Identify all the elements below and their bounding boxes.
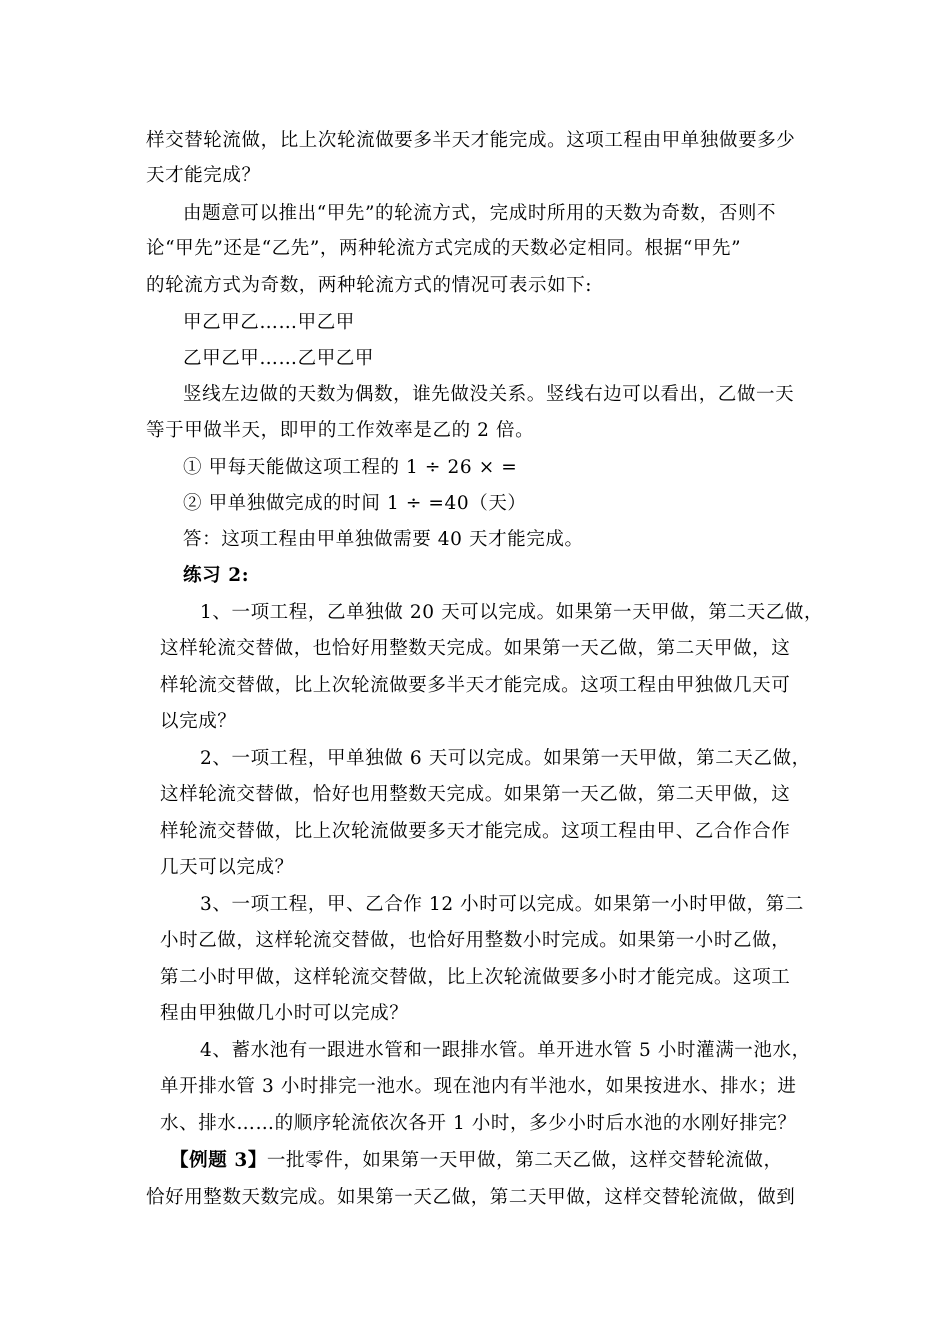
text-line: 等于甲做半天，即甲的工作效率是乙的 2 倍。 [146,420,535,441]
text-line: 几天可以完成？ [160,857,294,878]
text-line: ② 甲单独做完成的时间 1 ÷ =40（天） [183,493,527,514]
text-line: 单开排水管 3 小时排完一池水。现在池内有半池水，如果按进水、排水；进 [160,1076,797,1097]
text-line: 样交替轮流做，比上次轮流做要多半天才能完成。这项工程由甲单独做要多少 [146,130,796,151]
text-line: 恰好用整数天数完成。如果第一天乙做，第二天甲做，这样交替轮流做，做到 [146,1187,796,1208]
text-line: ① 甲每天能做这项工程的 1 ÷ 26 × = [183,457,518,478]
text-line: 程由甲独做几小时可以完成？ [160,1003,409,1024]
example-text: 一批零件，如果第一天甲做，第二天乙做，这样交替轮流做， [266,1150,783,1171]
text-line: 样轮流交替做，比上次轮流做要多天才能完成。这项工程由甲、乙合作合作 [160,821,791,842]
text-line: 乙甲乙甲……乙甲乙甲 [183,348,375,369]
text-line: 甲乙甲乙……甲乙甲 [183,312,355,333]
text-line: 这样轮流交替做，也恰好用整数天完成。如果第一天乙做，第二天甲做，这 [160,638,791,659]
text-line: 论“甲先”还是“乙先”，两种轮流方式完成的天数必定相同。根据“甲先” [146,238,742,259]
text-line: 天才能完成？ [146,165,261,186]
text-line: 小时乙做，这样轮流交替做，也恰好用整数小时完成。如果第一小时乙做， [160,930,791,951]
text-line: 的轮流方式为奇数，两种轮流方式的情况可表示如下: [146,275,593,296]
text-line: 答：这项工程由甲单独做需要 40 天才能完成。 [183,529,584,550]
text-line: 这样轮流交替做，恰好也用整数天完成。如果第一天乙做，第二天甲做，这 [160,784,791,805]
text-line: 样轮流交替做，比上次轮流做要多半天才能完成。这项工程由甲独做几天可 [160,675,791,696]
text-line: 1、一项工程，乙单独做 20 天可以完成。如果第一天甲做，第二天乙做， [200,602,824,623]
text-line: 以完成？ [160,711,237,732]
text-line: 水、排水……的顺序轮流依次各开 1 小时，多少小时后水池的水刚好排完？ [160,1113,797,1134]
example-line [170,1143,783,1179]
example-label: 【例题 3】 [170,1150,267,1171]
text-line: 竖线左边做的天数为偶数，谁先做没关系。竖线右边可以看出，乙做一天 [183,384,795,405]
text-line: 第二小时甲做，这样轮流交替做，比上次轮流做要多小时才能完成。这项工 [160,967,791,988]
section-heading: 练习 2: [183,565,250,586]
text-line: 3、一项工程，甲、乙合作 12 小时可以完成。如果第一小时甲做，第二 [200,894,804,915]
text-line: 2、一项工程，甲单独做 6 天可以完成。如果第一天甲做，第二天乙做， [200,748,811,769]
text-line: 由题意可以推出“甲先”的轮流方式，完成时所用的天数为奇数，否则不 [183,203,777,224]
text-line: 4、蓄水池有一跟进水管和一跟排水管。单开进水管 5 小时灌满一池水， [200,1040,811,1061]
